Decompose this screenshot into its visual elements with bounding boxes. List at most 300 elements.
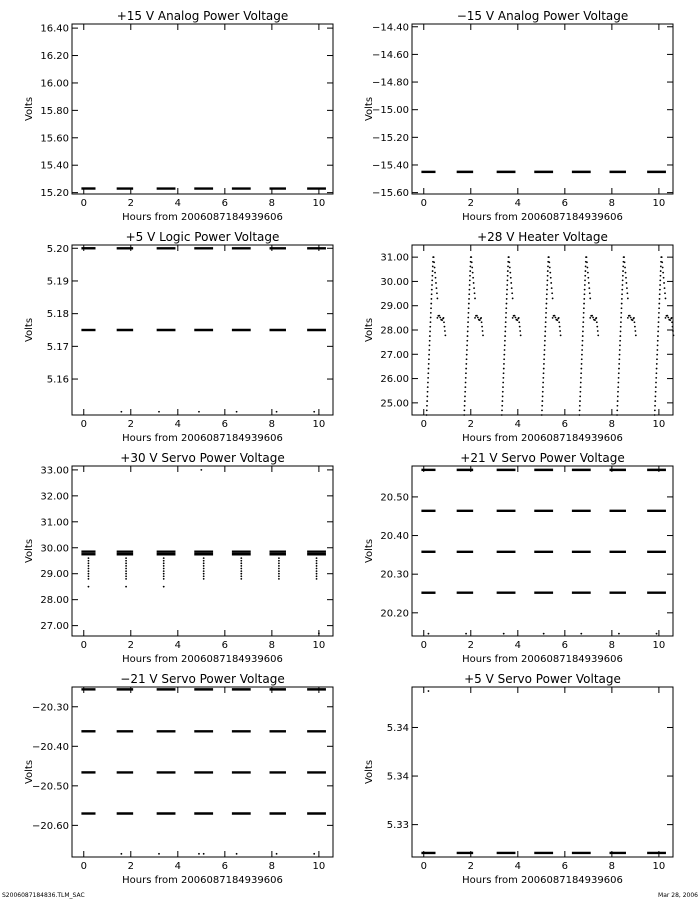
data-point	[541, 405, 543, 407]
data-point	[88, 568, 90, 570]
y-tick-label: −15.20	[371, 132, 409, 144]
data-point	[163, 557, 165, 559]
data-point	[427, 386, 429, 388]
data-point	[596, 326, 598, 328]
x-axis-label: Hours from 2006087184939606	[122, 212, 283, 223]
data-point	[441, 319, 443, 321]
data-point	[471, 261, 473, 263]
y-tick-label: 5.33	[386, 820, 409, 832]
data-point	[667, 317, 669, 319]
x-tick-label: 6	[221, 198, 229, 209]
y-tick-label: 33.00	[40, 465, 69, 477]
chart-title: +15 V Analog Power Voltage	[116, 9, 289, 23]
data-point	[203, 565, 205, 567]
data-point	[543, 372, 545, 374]
data-point	[584, 289, 586, 291]
data-point	[617, 386, 619, 388]
x-tick-label: 0	[80, 198, 87, 209]
y-tick-label: 30.00	[40, 543, 69, 555]
x-tick-label: 10	[652, 419, 666, 430]
data-point	[515, 317, 517, 319]
data-point	[278, 578, 280, 580]
data-point	[480, 317, 482, 319]
data-point	[659, 284, 661, 286]
data-point	[469, 279, 471, 281]
data-point	[656, 358, 658, 360]
data-point	[430, 307, 432, 309]
y-axis-label: Volts	[24, 317, 35, 343]
data-point	[203, 573, 205, 575]
data-point	[468, 312, 470, 314]
data-point	[427, 372, 429, 374]
data-point	[579, 391, 581, 393]
data-point	[88, 578, 90, 580]
data-point	[658, 317, 660, 319]
data-point	[502, 396, 504, 398]
data-point	[621, 289, 623, 291]
x-tick-label: 0	[420, 419, 427, 430]
data-point	[662, 272, 664, 274]
data-point	[278, 562, 280, 564]
data-point	[313, 411, 315, 413]
data-point	[655, 396, 657, 398]
data-point	[579, 400, 581, 402]
data-point	[482, 334, 484, 336]
data-point	[550, 277, 552, 279]
data-point	[669, 319, 671, 321]
data-point	[542, 377, 544, 379]
data-point	[203, 560, 205, 562]
data-point	[583, 312, 585, 314]
x-tick-label: 10	[652, 861, 666, 872]
data-point	[672, 330, 674, 332]
y-tick-label: 5.19	[46, 276, 69, 288]
data-point	[426, 414, 428, 416]
data-point	[579, 405, 581, 407]
data-point	[617, 396, 619, 398]
data-point	[657, 340, 659, 342]
data-point	[163, 586, 165, 588]
data-point	[581, 358, 583, 360]
data-point	[657, 344, 659, 346]
data-point	[472, 277, 474, 279]
y-tick-label: 28.00	[380, 325, 409, 337]
data-point	[501, 409, 503, 411]
data-point	[508, 256, 510, 258]
y-tick-label: 16.20	[40, 51, 69, 63]
data-point	[505, 312, 507, 314]
data-point	[589, 298, 591, 300]
data-point	[544, 349, 546, 351]
data-point	[543, 363, 545, 365]
data-point	[503, 363, 505, 365]
data-point	[635, 334, 637, 336]
data-point	[465, 633, 467, 635]
data-point	[621, 307, 623, 309]
data-point	[88, 562, 90, 564]
x-tick-label: 8	[268, 640, 276, 651]
y-tick-label: 20.30	[380, 569, 409, 581]
plot-frame	[412, 245, 673, 415]
data-point	[507, 275, 509, 277]
data-point	[618, 633, 620, 635]
data-point	[618, 363, 620, 365]
data-point	[158, 853, 160, 855]
data-point	[203, 853, 205, 855]
data-point	[439, 317, 441, 319]
x-tick-label: 2	[127, 861, 134, 872]
data-point	[467, 326, 469, 328]
data-point	[464, 400, 466, 402]
data-point	[633, 317, 635, 319]
data-point	[436, 292, 438, 294]
data-point	[579, 396, 581, 398]
data-point	[125, 586, 127, 588]
data-point	[544, 331, 546, 333]
data-point	[316, 568, 318, 570]
footer-date: Mar 28, 2006	[658, 892, 698, 899]
data-point	[468, 298, 470, 300]
data-marks	[421, 690, 666, 853]
y-axis-label: Volts	[24, 759, 35, 785]
chart-title: +30 V Servo Power Voltage	[120, 451, 285, 465]
data-point	[595, 317, 597, 319]
data-point	[544, 340, 546, 342]
data-point	[656, 354, 658, 356]
data-point	[634, 330, 636, 332]
data-point	[654, 409, 656, 411]
data-point	[626, 287, 628, 289]
data-point	[432, 270, 434, 272]
x-tick-label: 8	[268, 198, 276, 209]
data-point	[543, 358, 545, 360]
data-point	[580, 377, 582, 379]
data-point	[198, 853, 200, 855]
x-axis-label: Hours from 2006087184939606	[462, 433, 623, 444]
data-point	[276, 853, 278, 855]
data-point	[506, 298, 508, 300]
data-point	[582, 331, 584, 333]
data-point	[659, 298, 661, 300]
data-point	[618, 377, 620, 379]
data-point	[624, 261, 626, 263]
data-point	[503, 368, 505, 370]
data-point	[589, 292, 591, 294]
data-point	[88, 586, 90, 588]
y-tick-label: 5.20	[46, 243, 69, 255]
data-point	[428, 363, 430, 365]
data-point	[657, 331, 659, 333]
y-axis-label: Volts	[364, 538, 375, 564]
x-tick-label: 2	[467, 861, 474, 872]
data-point	[428, 358, 430, 360]
data-point	[544, 335, 546, 337]
data-point	[658, 321, 660, 323]
x-tick-label: 8	[608, 419, 616, 430]
data-point	[618, 372, 620, 374]
y-tick-label: 32.00	[40, 491, 69, 503]
y-tick-label: −14.40	[371, 22, 409, 34]
data-point	[470, 256, 472, 258]
data-point	[581, 344, 583, 346]
y-tick-label: 5.34	[386, 771, 409, 783]
data-point	[466, 358, 468, 360]
chart-panel-5	[24, 451, 333, 665]
data-point	[502, 377, 504, 379]
data-point	[163, 560, 165, 562]
data-point	[550, 282, 552, 284]
data-point	[469, 284, 471, 286]
data-point	[431, 293, 433, 295]
data-point	[581, 349, 583, 351]
data-point	[588, 282, 590, 284]
data-point	[619, 340, 621, 342]
data-point	[619, 354, 621, 356]
data-point	[626, 292, 628, 294]
data-point	[620, 317, 622, 319]
data-point	[428, 349, 430, 351]
chart-panel-8	[364, 672, 673, 886]
data-point	[541, 414, 543, 416]
data-point	[542, 386, 544, 388]
x-tick-label: 8	[608, 861, 616, 872]
data-point	[469, 266, 471, 268]
data-point	[580, 633, 582, 635]
data-point	[549, 267, 551, 269]
data-point	[622, 275, 624, 277]
x-tick-label: 0	[80, 419, 87, 430]
y-tick-label: 20.40	[380, 531, 409, 543]
data-point	[163, 573, 165, 575]
data-point	[236, 853, 238, 855]
data-point	[278, 557, 280, 559]
data-marks	[81, 248, 326, 412]
x-tick-label: 2	[467, 640, 474, 651]
data-point	[597, 334, 599, 336]
y-tick-label: 29.00	[40, 569, 69, 581]
x-tick-label: 4	[514, 419, 521, 430]
data-point	[549, 272, 551, 274]
data-point	[545, 317, 547, 319]
data-point	[318, 633, 320, 635]
data-point	[427, 377, 429, 379]
data-point	[624, 267, 626, 269]
data-point	[514, 315, 516, 317]
data-point	[622, 284, 624, 286]
data-point	[558, 321, 560, 323]
data-point	[584, 284, 586, 286]
plot-frame	[412, 687, 673, 857]
data-point	[622, 279, 624, 281]
data-point	[585, 266, 587, 268]
data-point	[551, 292, 553, 294]
data-point	[506, 303, 508, 305]
y-tick-label: 31.00	[40, 517, 69, 529]
data-point	[621, 298, 623, 300]
data-point	[426, 409, 428, 411]
data-point	[556, 319, 558, 321]
data-point	[634, 321, 636, 323]
data-point	[429, 335, 431, 337]
data-point	[203, 557, 205, 559]
data-point	[555, 317, 557, 319]
data-point	[512, 317, 514, 319]
data-point	[511, 292, 513, 294]
data-point	[501, 414, 503, 416]
data-point	[547, 266, 549, 268]
data-marks	[81, 689, 326, 854]
data-marks	[81, 469, 326, 634]
y-tick-label: −20.60	[31, 820, 69, 832]
data-point	[203, 568, 205, 570]
data-point	[509, 272, 511, 274]
data-point	[616, 409, 618, 411]
x-tick-label: 4	[514, 640, 521, 651]
data-point	[658, 307, 660, 309]
data-point	[278, 570, 280, 572]
data-point	[240, 575, 242, 577]
data-point	[240, 568, 242, 570]
data-point	[466, 344, 468, 346]
x-tick-label: 2	[127, 198, 134, 209]
data-point	[463, 409, 465, 411]
chart-title: +5 V Servo Power Voltage	[464, 672, 621, 686]
data-point	[621, 293, 623, 295]
x-tick-label: 4	[174, 198, 181, 209]
data-point	[465, 382, 467, 384]
data-point	[545, 326, 547, 328]
data-point	[429, 331, 431, 333]
data-point	[502, 400, 504, 402]
data-point	[428, 354, 430, 356]
data-point	[597, 330, 599, 332]
data-point	[473, 287, 475, 289]
data-point	[467, 317, 469, 319]
data-point	[587, 272, 589, 274]
data-point	[545, 321, 547, 323]
data-point	[479, 319, 481, 321]
data-point	[584, 293, 586, 295]
data-point	[444, 326, 446, 328]
x-tick-label: 0	[420, 861, 427, 872]
y-tick-label: −14.60	[371, 49, 409, 61]
data-point	[663, 282, 665, 284]
y-tick-label: 20.20	[380, 608, 409, 620]
x-axis-label: Hours from 2006087184939606	[462, 875, 623, 886]
data-point	[542, 382, 544, 384]
data-point	[552, 298, 554, 300]
x-tick-label: 10	[312, 198, 326, 209]
data-point	[200, 469, 202, 471]
y-tick-label: 27.00	[380, 349, 409, 361]
x-tick-label: 6	[561, 861, 569, 872]
data-point	[504, 340, 506, 342]
data-point	[434, 267, 436, 269]
data-point	[544, 344, 546, 346]
data-point	[596, 321, 598, 323]
y-tick-label: −14.80	[371, 77, 409, 89]
y-tick-label: 20.50	[380, 492, 409, 504]
data-point	[240, 557, 242, 559]
y-tick-label: 16.00	[40, 78, 69, 90]
data-point	[163, 578, 165, 580]
data-point	[664, 287, 666, 289]
x-tick-label: 4	[514, 861, 521, 872]
data-point	[616, 414, 618, 416]
data-point	[627, 317, 629, 319]
data-point	[625, 277, 627, 279]
data-point	[541, 400, 543, 402]
data-point	[665, 317, 667, 319]
data-point	[436, 317, 438, 319]
data-point	[506, 293, 508, 295]
data-point	[472, 272, 474, 274]
data-point	[436, 298, 438, 300]
x-tick-label: 6	[561, 198, 569, 209]
data-point	[510, 282, 512, 284]
data-point	[545, 307, 547, 309]
data-point	[505, 317, 507, 319]
data-point	[617, 391, 619, 393]
data-point	[520, 334, 522, 336]
data-point	[622, 270, 624, 272]
data-point	[543, 354, 545, 356]
y-axis-label: Volts	[364, 96, 375, 122]
data-point	[428, 690, 430, 692]
x-axis-label: Hours from 2006087184939606	[122, 875, 283, 886]
chart-panel-4	[364, 230, 674, 444]
data-point	[431, 279, 433, 281]
chart-title: −21 V Servo Power Voltage	[120, 672, 285, 686]
data-point	[662, 267, 664, 269]
chart-title: −15 V Analog Power Voltage	[456, 9, 629, 23]
data-point	[240, 573, 242, 575]
data-point	[587, 277, 589, 279]
y-tick-label: −20.40	[31, 741, 69, 753]
data-point	[619, 335, 621, 337]
x-tick-label: 4	[174, 640, 181, 651]
data-point	[466, 340, 468, 342]
y-tick-label: 31.00	[380, 252, 409, 264]
data-point	[630, 317, 632, 319]
x-tick-label: 6	[221, 640, 229, 651]
data-point	[429, 344, 431, 346]
data-point	[125, 570, 127, 572]
data-point	[507, 266, 509, 268]
data-point	[552, 317, 554, 319]
data-point	[467, 335, 469, 337]
data-point	[548, 256, 550, 258]
data-point	[518, 321, 520, 323]
data-point	[429, 340, 431, 342]
data-point	[511, 287, 513, 289]
x-tick-label: 0	[80, 640, 87, 651]
data-point	[656, 363, 658, 365]
data-point	[622, 266, 624, 268]
data-point	[516, 319, 518, 321]
y-tick-label: 16.40	[40, 23, 69, 35]
y-axis-label: Volts	[24, 538, 35, 564]
x-tick-label: 6	[561, 419, 569, 430]
y-tick-label: 25.00	[380, 398, 409, 410]
data-point	[426, 405, 428, 407]
plot-frame	[72, 24, 333, 194]
data-point	[431, 284, 433, 286]
data-point	[432, 266, 434, 268]
y-tick-label: −15.60	[371, 188, 409, 200]
data-point	[198, 411, 200, 413]
data-point	[444, 334, 446, 336]
